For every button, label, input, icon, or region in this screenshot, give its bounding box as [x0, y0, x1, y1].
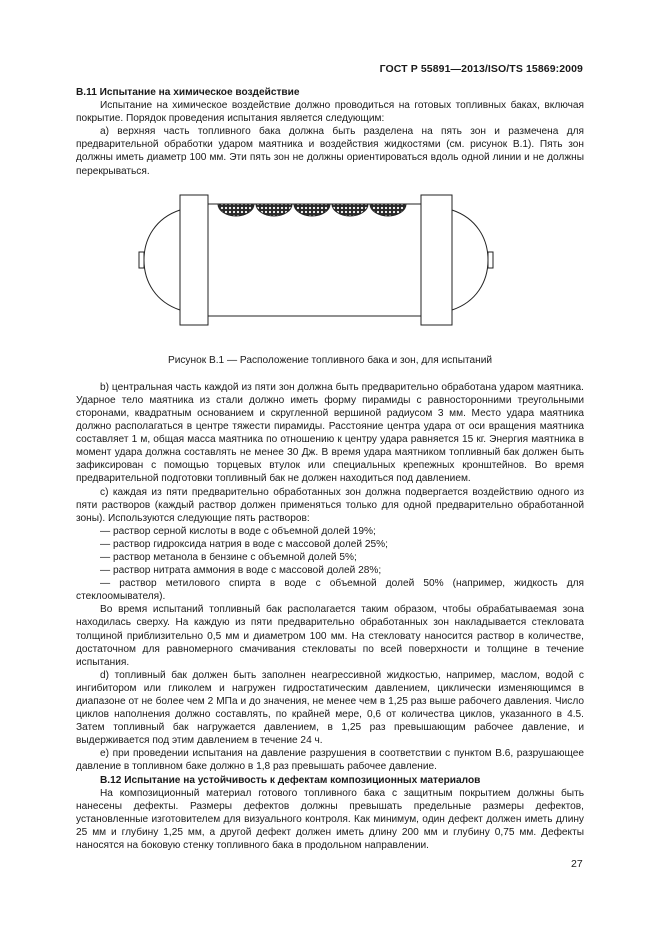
solution-2: — раствор гидроксида натрия в воде с массовой долей 25%;: [100, 538, 388, 550]
page-body: [76, 86, 584, 852]
test-zone-4: [332, 204, 368, 216]
test-zone-5: [370, 204, 406, 216]
left-boss: [139, 252, 144, 268]
section-b11-intro: Испытание на химическое воздействие должно проводиться на готовых топливных баках, включая покрытие. Порядок проведения испытания является следующим:: [76, 100, 584, 125]
item-d: d) топливный бак должен быть заполнен неагрессивной жидкостью, например, маслом, водой с ингибитором или гликолем и нагружен гидростатическим давлением, циклически изменяющимся в диапазоне от не более чем 2 МПа и до значения, не менее чем в 1,25 раз выше рабочего давления. Число циклов наполнения должно составлять, по крайней мере, 0,6 от количества циклов, указанного в 4.5. Затем топливный бак нагружается давлением, в 1,25 раз превышающим рабочее давление, и выдерживается под этим давлением в течение 24 ч.: [76, 669, 584, 747]
right-band: [421, 195, 452, 325]
item-b: b) центральная часть каждой из пяти зон должна быть предварительно обработана ударом маятника. Ударное тело маятника из стали должно иметь форму пирамиды с равносторонними треугольными сторонами, квадратным основанием и скругленной вершиной радиусом 3 мм. Место удара маятника должно располагаться в центре тяжести пирамиды. Расстояние центра удара от оси вращения маятника составляет 1 м, общая масса маятника по отношению к центру удара равняется 15 кг. Энергия маятника в момент удара должна составлять не менее 30 Дж. В время удара маятником топливный бак должен быть зафиксирован с помощью торцевых втулок или специальных крепежных кронштейнов. Во время предварительной подготовки топливный бак не должен находиться под давлением.: [76, 381, 584, 485]
document-header: ГОСТ Р 55891—2013/ISO/TS 15869:2009: [379, 63, 583, 75]
fuel-tank-diagram: [136, 190, 516, 330]
solution-1: — раствор серной кислоты в воде с объемной долей 19%;: [100, 525, 376, 537]
section-b12-heading: В.12 Испытание на устойчивость к дефектам композиционных материалов: [100, 774, 481, 786]
solution-4: — раствор нитрата аммония в воде с массовой долей 28%;: [100, 565, 382, 577]
item-a: а) верхняя часть топливного бака должна быть разделена на пять зон и размечена для предварительной обработки ударом маятника и воздействия жидкостями (см. рисунок В.1). Пять зон должны иметь диаметр 100 мм. Эти пять зон не должны ориентироваться вдоль одной линии и не должны перекрываться.: [76, 126, 584, 177]
solution-3: — раствор метанола в бензине с объемной долей 5%;: [100, 551, 357, 563]
right-end-cap: [452, 210, 488, 310]
solution-5: — раствор метилового спирта в воде с объемной долей 50% (например, жидкость для стеклоомывателя).: [76, 578, 584, 603]
test-zone-3: [294, 204, 330, 216]
section-b11-heading: В.11 Испытание на химическое воздействие: [76, 87, 300, 98]
item-e: е) при проведении испытания на давление разрушения в соответствии с пунктом В.6, разрушающее давление в топливном баке должно в 1,8 раз превышать рабочее давление.: [76, 748, 584, 773]
left-band: [180, 195, 208, 325]
right-boss: [488, 252, 493, 268]
test-placement-paragraph: Во время испытаний топливный бак располагается таким образом, чтобы обрабатываемая зона находилась сверху. На каждую из пяти предварительно обработанных зон накладывается стекловата толщиной приблизительно 0,5 мм и диаметром 100 мм. На стекловату наносится раствор в количестве, достаточном для равномерного смачивания стекловаты по всей поверхности и толщине в течение испытания.: [76, 604, 584, 668]
test-zone-2: [256, 204, 292, 216]
figure-caption: Рисунок В.1 — Расположение топливного бака и зон, для испытаний: [167, 354, 493, 366]
page-number: 27: [571, 858, 583, 870]
left-end-cap: [144, 210, 180, 310]
section-b12-body: На композиционный материал готового топливного бака с защитным покрытием должны быть нанесены дефекты. Размеры дефектов должны превышать предельные размеры дефектов, установленные изготовителем для визуального контроля. Как минимум, один дефект должен иметь длину 25 мм и глубину 1,25 мм, а другой дефект должен иметь длину 200 мм и глубину 0,75 мм. Дефекты наносятся на боковую стенку топливного бака в продольном направлении.: [76, 787, 584, 852]
item-c: с) каждая из пяти предварительно обработанных зон должна подвергается воздействию одного из пяти растворов (каждый раствор должен применяться только для одной предварительно обработанной зоны). Используются следующие пять растворов:: [76, 486, 584, 524]
figure-b1: [76, 178, 584, 354]
test-zone-1: [218, 204, 254, 216]
